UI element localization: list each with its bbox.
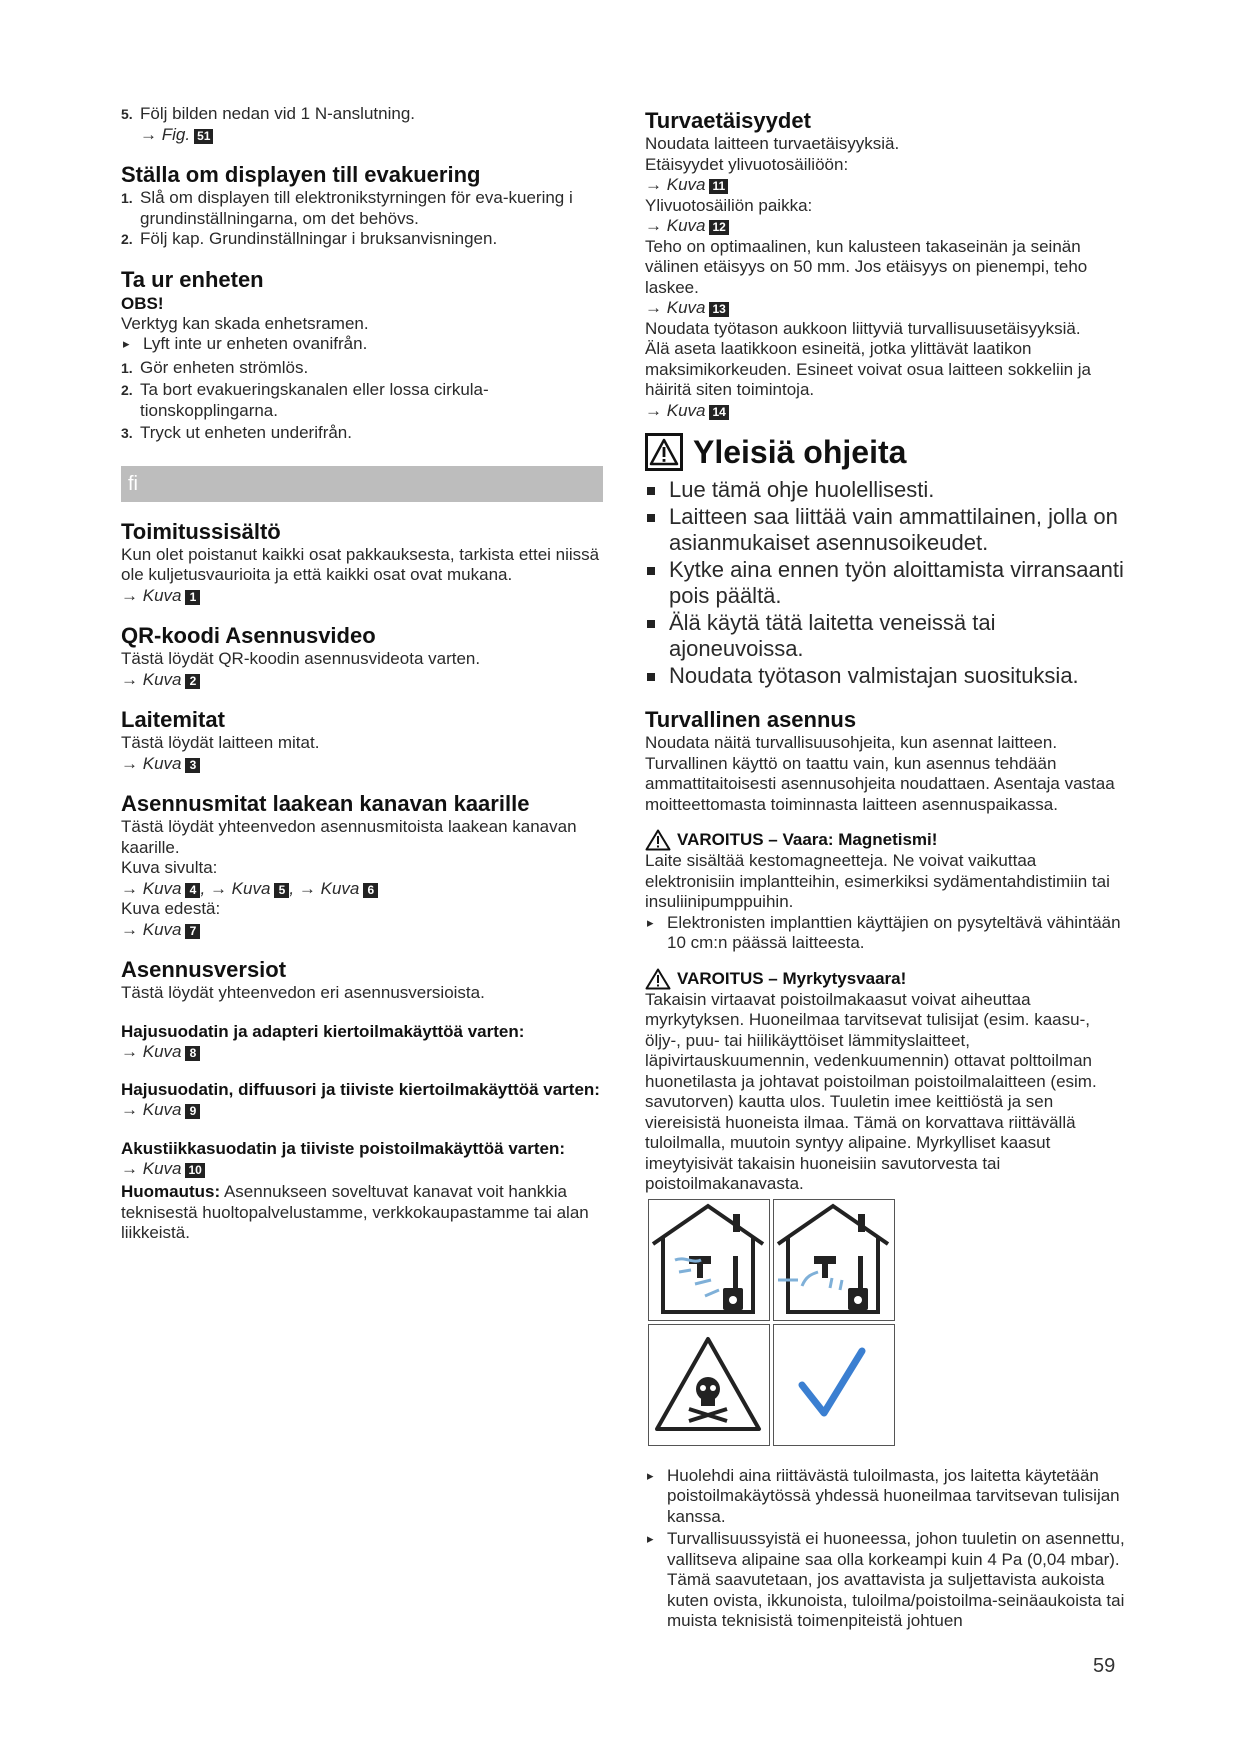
figure-number-badge: 1 [185,590,200,605]
obs-text: Verktyg kan skada enhetsramen. [121,313,369,333]
subsection-heading: Akustiikkasuodatin ja tiiviste poistoilmakäyttöä varten: [121,1138,566,1158]
paragraph: Älä aseta laatikkoon esineitä, jotka ylittävät laatikon maksimikorkeuden. Esineet voivat osua laitteen sokkeliin ja häiritä siten toimintoja. [645,339,1092,399]
house-ventilated-picto [773,1199,895,1321]
figure-number-badge: 5 [274,883,289,898]
figure-reference: → Kuva 14 [645,401,1125,422]
warning-triangle-icon [645,829,671,851]
remove-steps-list [121,358,606,444]
step-item: 5. Följ bilden nedan vid 1 N-anslutning. [121,104,416,123]
paragraph: Noudata laitteen turvaetäisyyksiä. [645,134,900,153]
page-number: 59 [1093,1655,1116,1677]
figure-reference: → Kuva 9 [121,1100,606,1121]
language-bar: fi [121,466,603,502]
general-list [645,477,1125,689]
section-heading: Ta ur enheten [121,266,264,292]
figure-number-badge: 11 [709,179,728,194]
paragraph: Kuva edestä: [121,899,221,918]
paragraph: Kuva sivulta: [121,858,218,877]
figure-number-badge: 12 [709,220,728,235]
toxic-hazard-picto [648,1324,770,1446]
note-paragraph: Huomautus: Asennukseen soveltuvat kanavat voit hankkia teknisestä huoltopalvelustamme, verkkokaupastamme tai alan liikkeistä. [121,1182,589,1242]
paragraph: Noudata näitä turvallisuusohjeita, kun asennat laitteen. [645,733,1058,752]
figure-reference: → Kuva 12 [645,216,1125,237]
bullet-item: ▸ Turvallisuussyistä ei huoneessa, johon tuuletin on asennettu, vallitseva alipaine saa olla korkeampi kuin 4 Pa (0,04 mbar). Tämä saavutetaan, jos avattavista ja suljettavista aukoista kuten ovista, ikkunoista, tuloilma/poistoilma-seinäaukoista tai muista teknisistä toimenpiteistä johtuen [645,1529,1125,1632]
general-heading [645,433,1125,471]
figure-number-badge: 51 [194,129,213,144]
list-item: Älä käytä tätä laitetta veneissä tai ajoneuvoissa. [645,610,1125,662]
figure-reference: → Kuva 3 [121,754,606,775]
figure-reference: → Kuva 1 [121,586,606,607]
section-heading: Turvaetäisyydet [645,108,811,133]
bullet-item: ▸ Lyft inte ur enheten ovanifrån. [121,334,606,355]
figure-number-badge: 14 [709,405,728,420]
figure-number-badge: 3 [185,758,200,773]
figure-reference: → Kuva 13 [645,298,1125,319]
figure-reference: → Kuva 2 [121,670,606,691]
house-backdraft-picto [648,1199,770,1321]
bottom-bullet-list [645,1466,1125,1632]
warning-poisoning [645,968,1125,990]
paragraph: Tästä löydät laitteen mitat. [121,733,320,752]
section-heading: Toimitussisältö [121,518,281,544]
bullet-item: ▸ Elektronisten implanttien käyttäjien on pysyteltävä vähintään 10 cm:n päässä laitteesta. [645,913,1125,954]
step-item: 1. Gör enheten strömlös. [121,357,309,377]
list-item: Lue tämä ohje huolellisesti. [645,477,1125,503]
warning-label: VAROITUS – Myrkytysvaara! [677,968,907,988]
step-item: 3. Tryck ut enheten underifrån. [121,423,352,442]
paragraph: Turvallinen käyttö on taattu vain, kun asennus tehdään ammattitaitoisesti asennusohjeita noudattaen. Asentaja vastaa moitteettomasta toiminnasta laitteen asennuspaikassa. [645,753,1115,814]
house-ventilated-icon [774,1200,893,1319]
right-column [645,104,1125,1632]
list-item: Noudata työtason valmistajan suosituksia. [645,663,1125,689]
paragraph: Tästä löydät yhteenvedon eri asennusversioista. [121,983,485,1002]
figure-number-badge: 6 [363,883,378,898]
paragraph: Teho on optimaalinen, kun kalusteen takaseinän ja seinän välinen etäisyys on 50 mm. Jos etäisyys on pienempi, teho laskee. [645,236,1088,297]
paragraph: Ylivuotosäiliön paikka: [645,195,813,215]
step-item: 2. Följ kap. Grundinställningar i bruksanvisningen. [121,229,498,248]
figure-reference-group: → Kuva 4 , → Kuva 5 , → Kuva 6 [121,879,606,900]
warning-triangle-icon [645,968,671,990]
skull-hazard-icon [649,1325,768,1444]
section-heading: Asennusmitat laakean kanavan kaarille [121,791,530,816]
figure-number-badge: 2 [185,674,200,689]
paragraph: Noudata työtason aukkoon liittyviä turvallisuusetäisyyksiä. [645,318,1081,338]
list-item: Laitteen saa liittää vain ammattilainen, jolla on asianmukaiset asennusoikeudet. [645,504,1125,556]
section-heading: Ställa om displayen till evakuering [121,162,481,187]
list-item: Kytke aina ennen työn aloittamista virransaanti pois päältä. [645,557,1125,609]
pictogram-grid [648,1199,1125,1446]
checkmark-icon [774,1325,893,1444]
figure-number-badge: 13 [709,302,728,317]
figure-reference: → Fig. 51 [121,125,606,146]
warning-label: VAROITUS – Vaara: Magnetismi! [677,830,938,849]
paragraph: Etäisyydet ylivuotosäiliöön: [645,154,849,174]
figure-number-badge: 7 [185,924,200,939]
section-heading: Laitemitat [121,707,225,732]
figure-number-badge: 8 [185,1046,200,1061]
figure-reference: → Kuva 11 [645,175,1125,196]
warning-magnetism [645,829,1125,851]
house-backdraft-icon [649,1200,768,1319]
paragraph: Takaisin virtaavat poistoilmakaasut voivat aiheuttaa myrkytyksen. Huoneilmaa tarvitsevat tulisijat (esim. kaasu-, öljy-, puu- tai hiilikäyttöiset lämmityslaitteet, läpivirtauskuumennin, vedenkuumennin) ottavat polttoilman huonetilasta ja johtavat poistoilman poistoilmalaitteen (esim. savutorven) kautta ulos. Tuuletin imee keittiöstä ja sen viereisistä huoneista ilmaa. Tämä on korvattava riittävällä tuloilmalla, muutoin syntyy alipaine. Myrkylliset kaasut imeytyisivät takaisin huoneisiin savutorvesta tai poistoilmakanavasta. [645,989,1097,1193]
step-5-list [121,104,606,125]
section-heading: Turvallinen asennus [645,707,857,732]
display-steps-list [121,188,606,250]
figure-reference: → Kuva 7 [121,920,606,941]
checkmark-picto [773,1324,895,1446]
step-item: 2. Ta bort evakueringskanalen eller lossa cirkula-tionskopplingarna. [121,380,489,420]
paragraph: Laite sisältää kestomagneetteja. Ne voivat vaikuttaa elektronisiin implantteihin, esimerkiksi sydämentahdistimiin tai insuliinipumppuihin. [645,851,1110,911]
paragraph: Tästä löydät yhteenvedon asennusmitoista laakean kanavan kaarille. [121,817,577,857]
subsection-heading: Hajusuodatin, diffuusori ja tiiviste kiertoilmakäyttöä varten: [121,1080,600,1099]
paragraph: Tästä löydät QR-koodin asennusvideota varten. [121,649,481,668]
bullet-item: ▸ Huolehdi aina riittävästä tuloilmasta, jos laitetta käytetään poistoilmakäytössä yhdessä huoneilmaa tarvitsevan tulisijan kanssa. [645,1466,1125,1528]
page-title: Yleisiä ohjeita [693,433,907,470]
subsection-heading: Hajusuodatin ja adapteri kiertoilmakäyttöä varten: [121,1021,525,1041]
figure-number-badge: 9 [185,1104,200,1119]
step-item: 1. Slå om displayen till elektronikstyrningen för eva-kuering i grundinställningarna, om det behövs. [121,188,573,228]
section-heading: Asennusversiot [121,957,287,982]
section-heading: QR-koodi Asennusvideo [121,623,376,648]
figure-reference: → Kuva 10 [121,1159,606,1180]
paragraph: Kun olet poistanut kaikki osat pakkauksesta, tarkista ettei niissä ole kuljetusvaurioita ja että kaikki osat ovat mukana. [121,544,600,584]
left-column [121,104,606,1244]
figure-number-badge: 10 [185,1163,204,1178]
figure-reference: → Kuva 8 [121,1042,606,1063]
warning-box-icon [645,433,683,471]
figure-number-badge: 4 [185,883,200,898]
obs-label: OBS! [121,293,164,313]
